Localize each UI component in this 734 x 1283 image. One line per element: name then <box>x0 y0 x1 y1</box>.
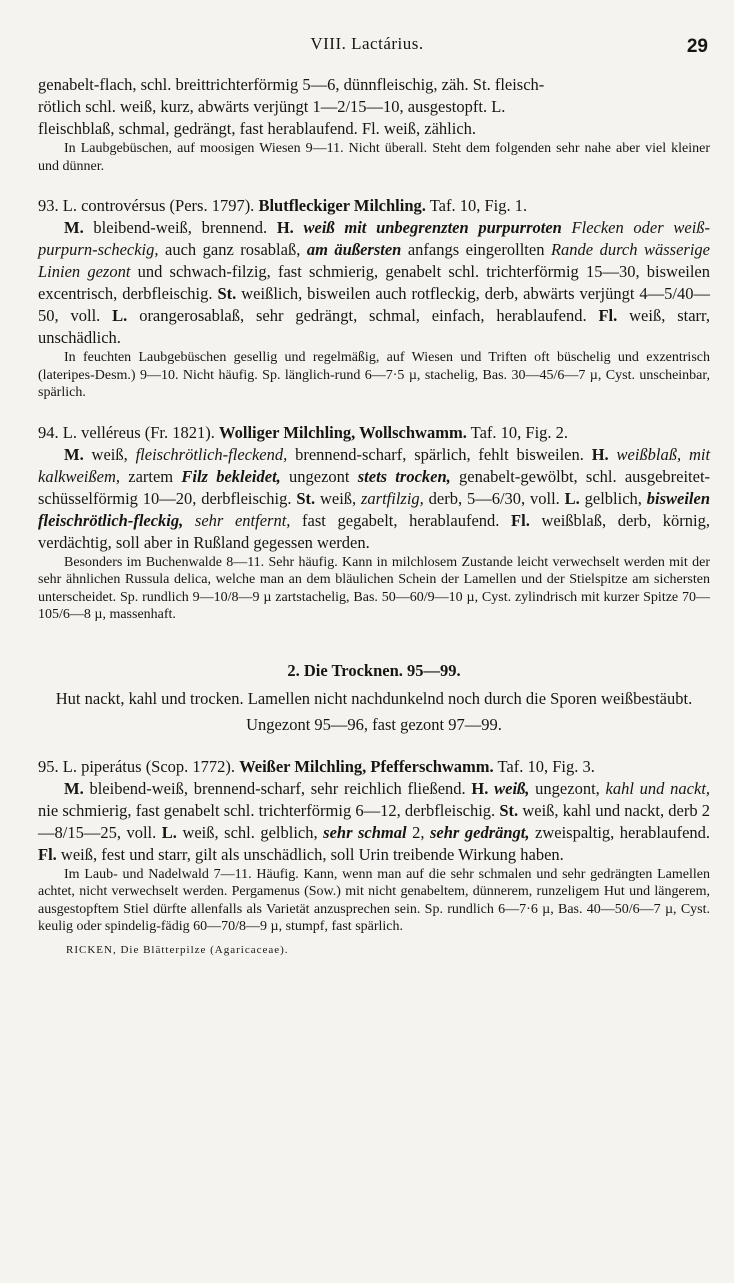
flesh-label: Fl. <box>38 844 57 864</box>
species-authority: (Pers. 1797). <box>169 196 255 215</box>
species-description: M. weiß, fleischrötlich-fleckend, brennend-scharf, spärlich, fehlt bisweilen. H. weißblaß, mit kalkweißem, zartem Filz bekleidet, ungezont stets trocken, genabelt-gewölbt, schl. ausgebreitet-schüsselförmig 10—20, derbfleischig. St. weiß, zartfilzig, derb, 5—6/30, voll. L. gelblich, bisweilen fleischrötlich-fleckig, sehr entfernt, fast gegabelt, herablaufend. Fl. weißblaß, derb, körnig, verdächtig, soll aber in Rußland gegessen werden. <box>38 444 711 552</box>
species-note: Im Laub- und Nadelwald 7—11. Häufig. Kann, wenn man auf die sehr schmalen und sehr gedrängten Lamellen achtet, nicht verwechselt werden. Pergamenus (Sow.) mit nicht genabeltem, dünnerem, runzeligem Hut und längerem, ausgestopftem Stiel dürfte allenfalls als Varietät anzusprechen sein. Sp. rundlich 6—7·6 µ, Bas. 40—50/6—7 µ, Cyst. keulig oder spindelig-fädig 60—70/8—9 µ, stumpf, fast spärlich. <box>38 866 710 934</box>
species-name: L. piperátus <box>62 756 142 776</box>
species-note: In feuchten Laubgebüschen gesellig und regelmäßig, auf Wiesen und Triften oft büschelig und exzentrisch (lateripes-Desm.) 9—10. Nicht häufig. Sp. länglich-rund 6—7·5 µ, stachelig, Bas. 30—45/6—7 µ, Cyst. unscheinbar, spärlich. <box>38 350 710 400</box>
species-authority: (Fr. 1821). <box>144 422 215 442</box>
plate-ref: Taf. 10, Fig. 3. <box>497 756 595 776</box>
species-number: 94. <box>38 422 59 442</box>
species-entry-95 <box>38 756 710 936</box>
species-name: L. controvérsus <box>62 196 166 215</box>
species-number: 95. <box>38 756 59 776</box>
milk-label: M. <box>64 778 84 798</box>
cap-label: H. <box>276 218 294 237</box>
species-heading <box>38 195 710 217</box>
gills-label: L. <box>161 822 177 842</box>
page-header <box>0 34 734 58</box>
continuation-entry <box>38 74 710 175</box>
species-description: M. bleibend-weiß, brennend-scharf, sehr reichlich fließend. H. weiß, ungezont, kahl und nackt, nie schmierig, fast genabelt schl. trichterförmig 6—12, derbfleischig. St. weiß, kahl und nackt, derb 2—8/15—25, voll. L. weiß, schl. gelblich, sehr schmal 2, sehr gedrängt, zweispaltig, herablaufend. Fl. weiß, fest und starr, gilt als unschädlich, soll Urin treibende Wirkung haben. <box>38 778 711 864</box>
species-description: M. bleibend-weiß, brennend. H. weiß mit unbegrenzten purpurroten Flecken oder weiß-purpurn-scheckig, auch ganz rosablaß, am äußersten anfangs eingerollten Rande durch wässerige Linien gezont und schwach-filzig, fast schmierig, genabelt schl. trichterförmig 15—30, bisweilen excentrisch, derbfleischig. St. weißlich, bisweilen auch rotfleckig, derb, abwärts verjüngt 4—5/40—50, voll. L. orangerosablaß, sehr gedrängt, schmal, einfach, herablaufend. Fl. weiß, starr, unschädlich. <box>38 218 711 347</box>
common-name: Weißer Milchling, Pfefferschwamm. <box>239 756 494 776</box>
section-description: Hut nackt, kahl und trocken. Lamellen nicht nachdunkelnd noch durch die Sporen weißbestäubt. <box>55 688 693 708</box>
page-number: 29 <box>686 36 708 57</box>
stem-label: St. <box>499 800 519 820</box>
stem-label: St. <box>217 284 237 303</box>
publisher-footer: RICKEN, Die Blätterpilze (Agaricaceae). <box>66 943 289 956</box>
flesh-label: Fl. <box>598 306 618 325</box>
running-head: VIII. Lactárius. <box>310 34 424 53</box>
page-body <box>38 74 710 956</box>
cap-label: H. <box>591 444 609 464</box>
continuation-line: rötlich schl. weiß, kurz, abwärts verjüngt 1—2/15—10, ausgestopft. L. <box>38 97 506 116</box>
continuation-note: In Laubgebüschen, auf moosigen Wiesen 9—11. Nicht überall. Steht dem folgenden sehr nahe aber viel kleiner und dünner. <box>38 141 710 174</box>
section-subtitle: Ungezont 95—96, fast gezont 97—99. <box>246 714 502 734</box>
section-title: 2. Die Trocknen. 95—99. <box>287 660 461 680</box>
common-name: Wolliger Milchling, Wollschwamm. <box>219 422 467 442</box>
plate-ref: Taf. 10, Fig. 1. <box>429 196 528 215</box>
species-entry-93 <box>38 195 710 402</box>
species-entry-94 <box>38 422 710 624</box>
species-heading <box>38 756 710 778</box>
species-note: Besonders im Buchenwalde 8—11. Sehr häufig. Kann in milchlosem Zustande leicht verwechselt werden mit der sehr ähnlichen Russula delica, welche man an dem bläulichen Schein der Lamellen und der Stielspitze am sichersten unterscheidet. Sp. rundlich 9—10/8—9 µ zartstachelig, Bas. 50—60/9—10 µ, Cyst. zylindrisch mit kurzer Spitze 70—105/6—8 µ, massenhaft. <box>38 554 710 622</box>
species-name: L. velléreus <box>62 422 141 442</box>
species-authority: (Scop. 1772). <box>145 756 236 776</box>
flesh-label: Fl. <box>511 510 530 530</box>
gills-label: L. <box>564 488 580 508</box>
continuation-line: genabelt-flach, schl. breittrichterförmig 5—6, dünnfleischig, zäh. St. fleisch- <box>38 75 545 94</box>
common-name: Blutfleckiger Milchling. <box>258 196 426 215</box>
species-heading <box>38 422 710 444</box>
section-block <box>38 660 710 736</box>
stem-label: St. <box>296 488 316 508</box>
plate-ref: Taf. 10, Fig. 2. <box>470 422 569 442</box>
milk-label: M. <box>64 218 84 237</box>
cap-label: H. <box>471 778 489 798</box>
gills-label: L. <box>112 306 128 325</box>
continuation-line: fleischblaß, schmal, gedrängt, fast herablaufend. Fl. weiß, zählich. <box>38 119 477 138</box>
milk-label: M. <box>64 444 84 464</box>
species-number: 93. <box>38 196 59 215</box>
